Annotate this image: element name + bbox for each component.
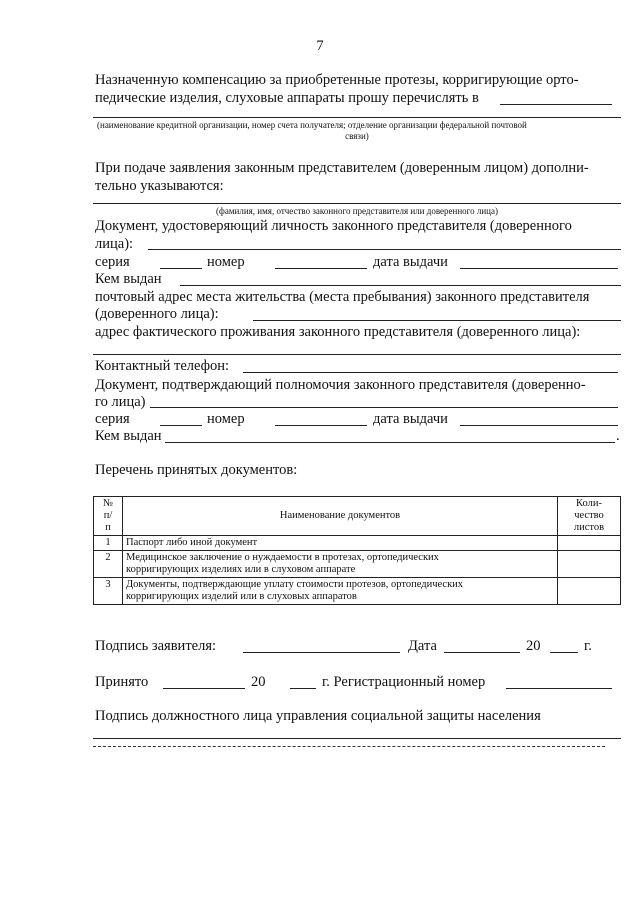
authority-issued-label: Кем выдан: [95, 428, 162, 444]
signature-year-suffix: г.: [584, 638, 592, 654]
row-number: 3: [94, 578, 123, 605]
row-qty[interactable]: [558, 536, 621, 551]
identity-issued-label: Кем выдан: [95, 271, 162, 287]
signature-date-field[interactable]: [444, 652, 520, 653]
row-name-line1: Медицинское заключение о нуждаемости в протезах, ортопедических: [126, 552, 439, 563]
postal-address-line1: почтовый адрес места жительства (места пребывания) законного представителя: [95, 289, 590, 305]
identity-issued-field[interactable]: [180, 285, 621, 286]
table-row: [94, 578, 621, 605]
identity-series-field[interactable]: [160, 268, 202, 269]
table-row: [94, 536, 621, 551]
page-number: 7: [316, 38, 324, 54]
row-name: [123, 536, 558, 551]
official-signature-field[interactable]: [93, 738, 621, 739]
col-qty-header: [558, 497, 621, 536]
row-name-line1: Документы, подтверждающие уплату стоимости протезов, ортопедических: [126, 579, 464, 590]
signature-date-label: Дата: [408, 638, 437, 654]
col-number-header-line2: п/: [103, 510, 113, 521]
row-qty[interactable]: [558, 578, 621, 605]
row-name-line1: Паспорт либо иной документ: [126, 537, 258, 548]
identity-number-label: номер: [207, 254, 245, 270]
registration-number-label: г. Регистрационный номер: [322, 674, 486, 690]
identity-number-field[interactable]: [275, 268, 367, 269]
representative-text-line1: При подаче заявления законным представителем (доверенным лицом) дополни-: [95, 160, 589, 176]
bank-field-caption-line2: связи): [345, 131, 369, 141]
identity-doc-line1: Документ, удостоверяющий личность законного представителя (доверенного: [95, 218, 572, 234]
authority-series-field[interactable]: [160, 425, 202, 426]
cut-line: [93, 746, 605, 747]
signature-year-field[interactable]: [550, 652, 578, 653]
col-qty-header-line2: чество: [574, 510, 604, 521]
table-row: [94, 551, 621, 578]
col-number-header: [94, 497, 123, 536]
postal-address-field[interactable]: [253, 320, 621, 321]
row-name-line2: корригирующих изделий или в слуховых аппаратов: [126, 591, 357, 602]
identity-date-label: дата выдачи: [373, 254, 448, 270]
official-signature-label: Подпись должностного лица управления социальной защиты населения: [95, 708, 541, 724]
col-qty-header-line1: Коли-: [576, 498, 602, 509]
registration-number-field[interactable]: [506, 688, 612, 689]
accepted-date-field[interactable]: [163, 688, 245, 689]
authority-date-label: дата выдачи: [373, 411, 448, 427]
table-header-row: [94, 497, 621, 536]
col-number-header-line3: п: [105, 522, 111, 533]
authority-issued-field[interactable]: [165, 442, 615, 443]
accepted-year-field[interactable]: [290, 688, 316, 689]
bank-field-caption-line1: (наименование кредитной организации, номер счета получателя; отделение организации федеральной почтовой: [97, 120, 527, 130]
postal-address-line2: (доверенного лица):: [95, 306, 219, 322]
identity-doc-field[interactable]: [148, 249, 621, 250]
row-number: 1: [94, 536, 123, 551]
applicant-signature-field[interactable]: [243, 652, 400, 653]
row-name-line2: корригирующих изделиях или в слуховом аппарате: [126, 564, 356, 575]
authority-date-field[interactable]: [460, 425, 618, 426]
bank-field[interactable]: [93, 117, 621, 118]
row-name: [123, 551, 558, 578]
documents-list-title: Перечень принятых документов:: [95, 462, 298, 478]
row-number: 2: [94, 551, 123, 578]
documents-table: [93, 496, 621, 605]
identity-doc-line2: лица):: [95, 236, 134, 252]
authority-number-field[interactable]: [275, 425, 367, 426]
contact-phone-label: Контактный телефон:: [95, 358, 230, 374]
identity-date-field[interactable]: [460, 268, 618, 269]
compensation-text-line1: Назначенную компенсацию за приобретенные протезы, корригирующие орто-: [95, 72, 579, 88]
representative-text-line2: тельно указываются:: [95, 178, 224, 194]
authority-series-label: серия: [95, 411, 130, 427]
row-qty[interactable]: [558, 551, 621, 578]
bank-field-inline[interactable]: [500, 104, 612, 105]
authority-doc-line1: Документ, подтверждающий полномочия законного представителя (доверенно-: [95, 377, 586, 393]
identity-series-label: серия: [95, 254, 130, 270]
authority-issued-period: .: [616, 428, 620, 444]
signature-year-prefix: 20: [526, 638, 541, 654]
accepted-year-prefix: 20: [251, 674, 266, 690]
representative-name-caption: (фамилия, имя, отчество законного представителя или доверенного лица): [216, 206, 498, 216]
row-name: [123, 578, 558, 605]
actual-address-label: адрес фактического проживания законного представителя (доверенного лица):: [95, 324, 581, 340]
authority-number-label: номер: [207, 411, 245, 427]
contact-phone-field[interactable]: [243, 372, 618, 373]
actual-address-field[interactable]: [93, 354, 621, 355]
col-qty-header-line3: листов: [573, 522, 605, 533]
compensation-text-line2: педические изделия, слуховые аппараты прошу перечислять в: [95, 90, 479, 106]
col-number-header-line1: №: [102, 498, 114, 509]
representative-name-field[interactable]: [93, 203, 621, 204]
authority-doc-field[interactable]: [150, 407, 618, 408]
applicant-signature-label: Подпись заявителя:: [95, 638, 217, 654]
accepted-label: Принято: [95, 674, 149, 690]
col-name-header: Наименование документов: [123, 497, 558, 536]
authority-doc-line2: го лица): [95, 394, 146, 410]
